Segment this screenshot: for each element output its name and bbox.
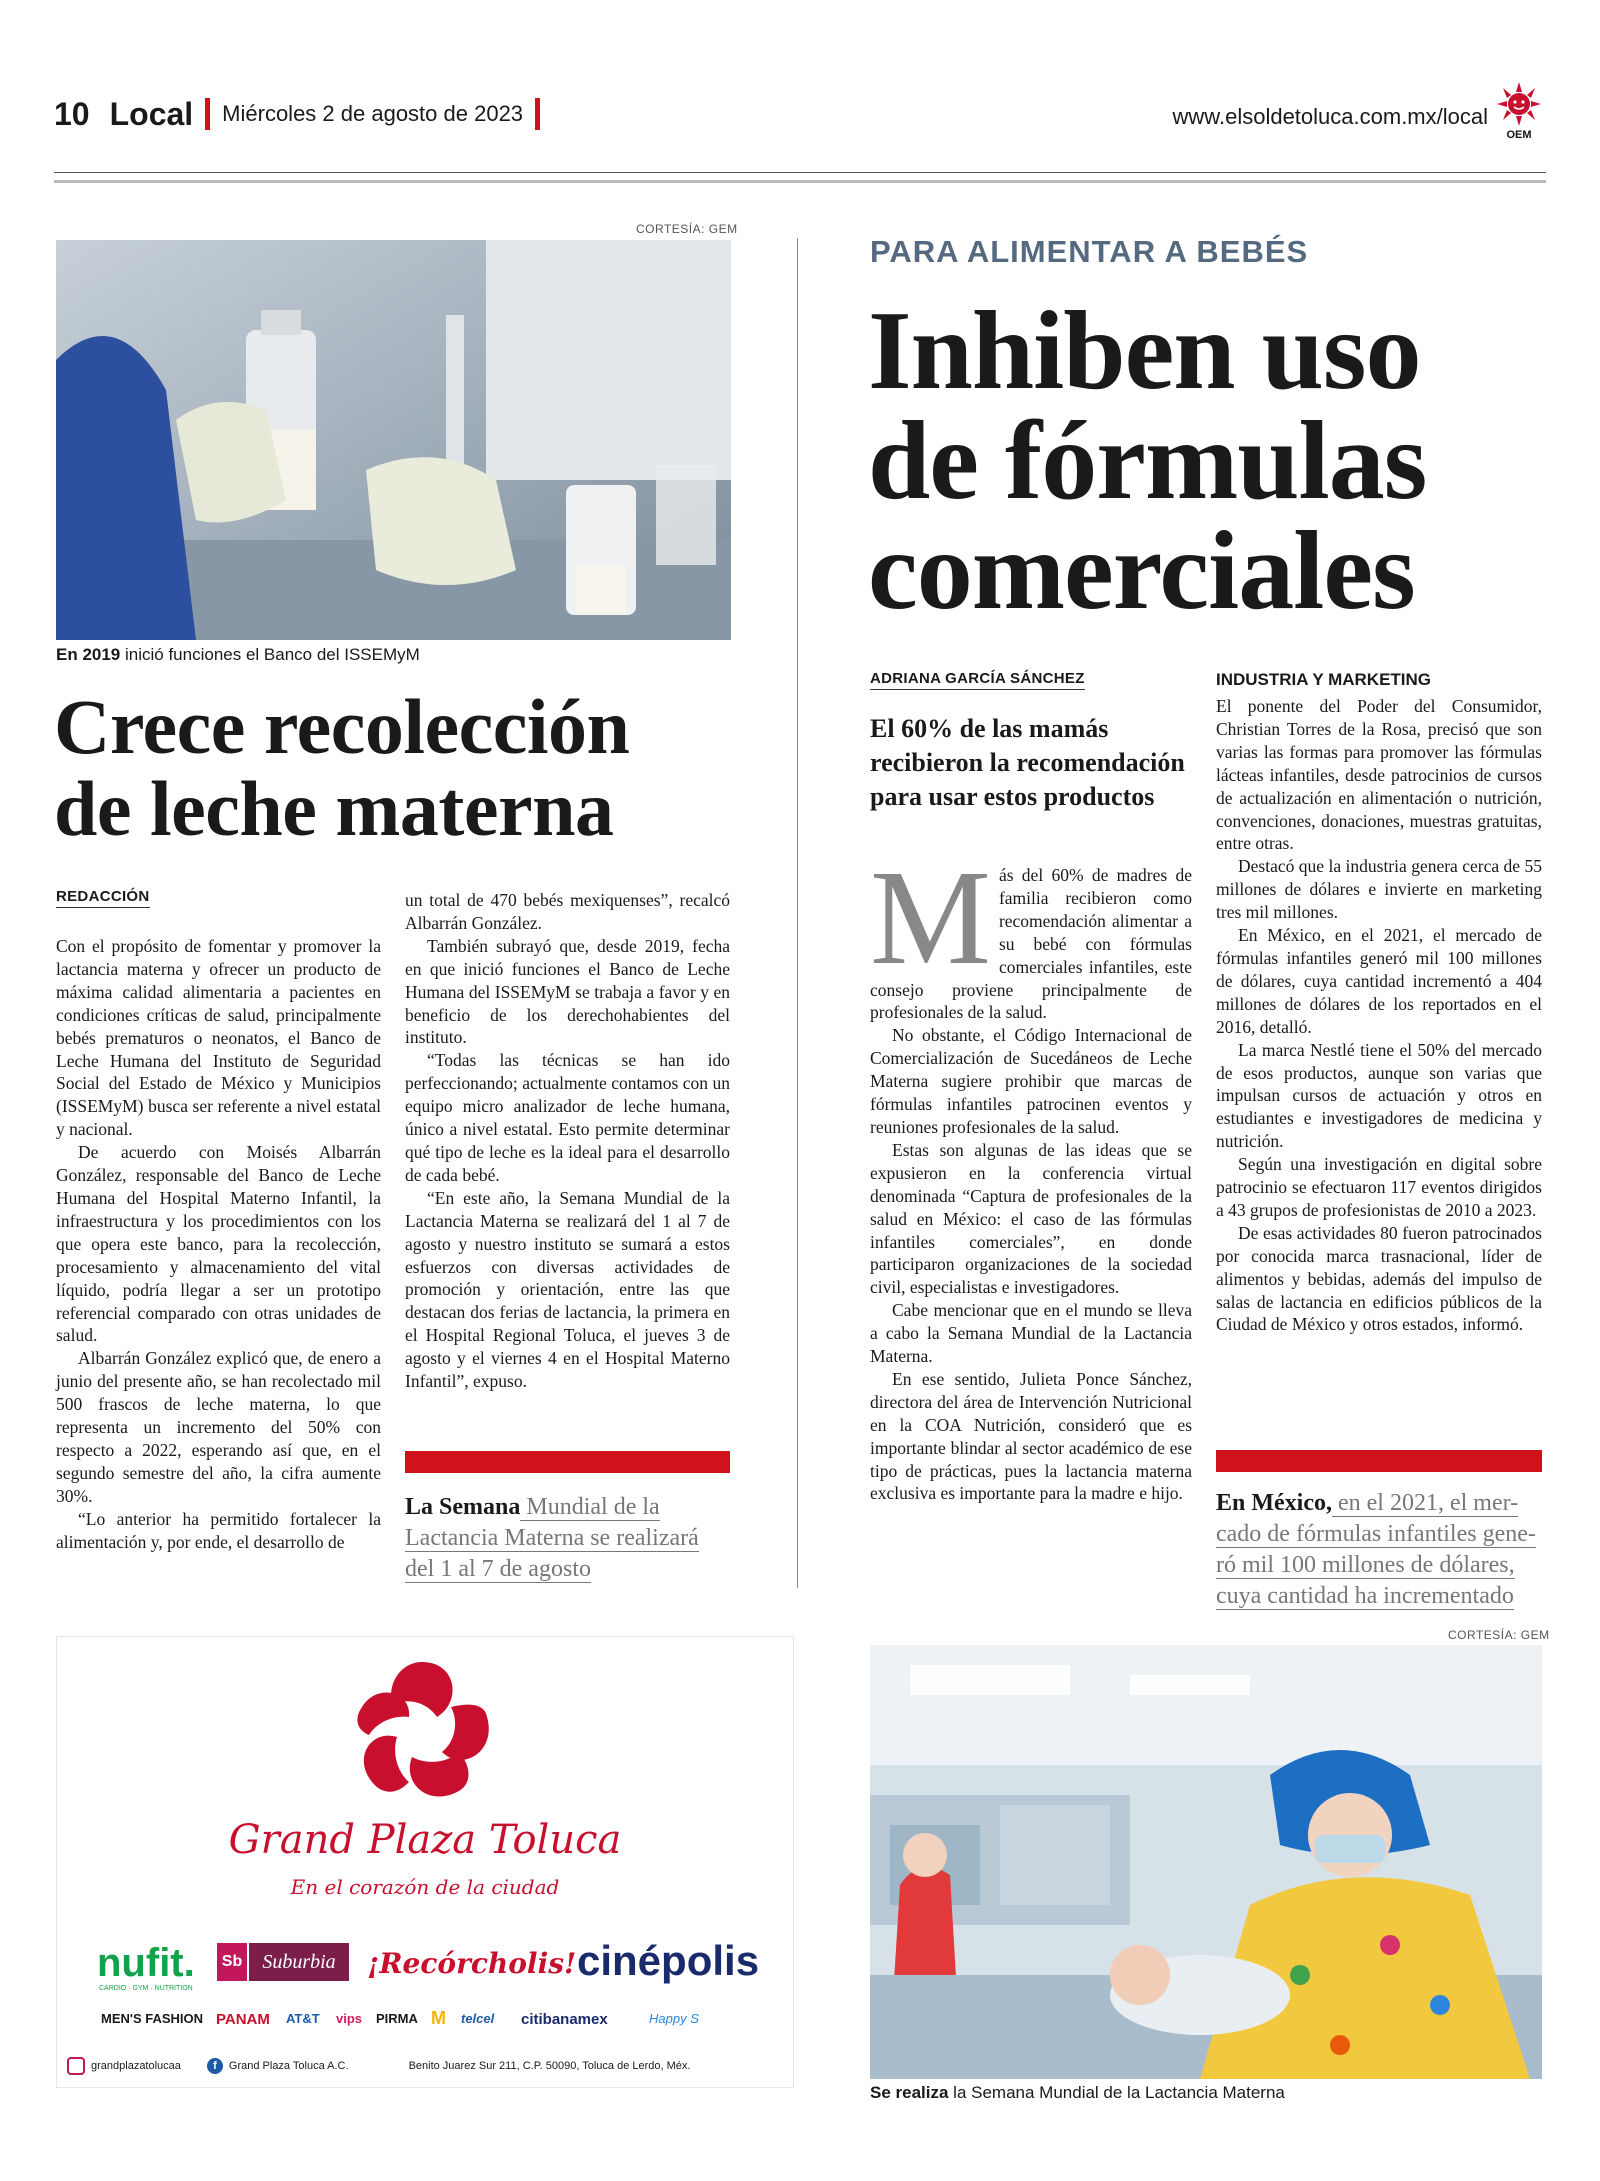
pirma-logo: PIRMA — [376, 2011, 418, 2026]
paragraph: De esas actividades 80 fueron patrocinados por conocida marca trasnacional, líder de alimentos y bebidas, además del impulso de salas de lactancia en edificios públicos de la Ciudad de México y otros estados, informó. — [1216, 1222, 1542, 1335]
panam-logo: PANAM — [216, 2011, 270, 2028]
paragraph: También subrayó que, desde 2019, fecha en que inició funciones el Banco de Leche Humana del ISSEMyM se trabaja a favor y en beneficio de los derechohabientes del instituto. — [405, 935, 730, 1048]
paragraph: Destacó que la industria genera cerca de 55 millones de dólares e invierte en marketing tres mil millones. — [1216, 856, 1542, 923]
page-header — [54, 92, 552, 136]
paragraph: Con el propósito de fomentar y promover la lactancia materna y ofrecer un producto de máxima calidad alimentaria a pacientes en condiciones críticas de salud, principalmente bebés prematuros o neonatos, el Banco de Leche Humana del Instituto de Seguridad Social del Estado de México y Municipios (ISSEMyM) busca ser referente a nivel estatal y nacional. — [56, 936, 381, 1140]
section-name: Local — [109, 95, 194, 132]
ad-footer — [67, 2057, 690, 2075]
issue-date: Miércoles 2 de agosto de 2023 — [222, 101, 524, 126]
pullquote-text: cuya cantidad ha incrementado — [1216, 1583, 1514, 1609]
grand-plaza-flower-logo — [347, 1657, 497, 1802]
instagram-icon — [67, 2057, 85, 2075]
suburbia-icon: Sb — [217, 1943, 247, 1981]
caption-lead: En 2019 — [56, 645, 121, 664]
paragraph: un total de 470 bebés mexiquenses”, recalcó Albarrán González. — [405, 890, 730, 933]
paragraph: ás del 60% de madres de familia recibieron como recomendación alimentar a su bebé con fórmulas comerciales infantiles, este consejo proviene principalmente de profesionales de la salud. — [870, 865, 1192, 1023]
ad-address: Benito Juarez Sur 211, C.P. 50090, Toluca de Lerdo, Méx. — [408, 2060, 691, 2072]
paragraph: “Lo anterior ha permitido fortalecer la alimentación y, por ende, el desarrollo de — [56, 1508, 381, 1552]
paragraph: En México, en el 2021, el mercado de fórmulas infantiles generó mil 100 millones de dólares, cuya cantidad incrementó a 404 millones de dólares de los reportados en el 2016, detalló. — [1216, 925, 1542, 1037]
photo-credit: CORTESÍA: GEM — [1448, 1628, 1550, 1642]
happy-logo: Happy S — [649, 2011, 699, 2026]
pullquote-lead: En México, — [1216, 1490, 1332, 1516]
nursery-photo — [870, 1645, 1542, 2079]
subhead: INDUSTRIA Y MARKETING — [1216, 670, 1432, 689]
photo-caption — [56, 645, 420, 665]
suburbia-logo: Suburbia — [249, 1943, 349, 1981]
ad-logos-row-2 — [101, 2008, 761, 2037]
headline-line-2: de fórmulas — [868, 399, 1427, 523]
section-url[interactable]: www.elsoldetoluca.com.mx/local — [1172, 104, 1488, 129]
header-divider — [205, 98, 210, 130]
paragraph: Según una investigación en digital sobre patrocinio se efectuaron 117 eventos dirigidos a 43 grupos de profesionistas de 2010 a 2023. — [1216, 1154, 1542, 1220]
pullquote-text: Mundial de la — [520, 1494, 660, 1520]
headline-line-3: comerciales — [868, 509, 1415, 633]
header-rule-thick — [54, 180, 1546, 183]
lab-photo — [56, 240, 731, 640]
paragraph: La marca Nestlé tiene el 50% del mercado de esos productos, aunque son varias que impulsan cursos de actuación y otros en estudiantes e investigadores de medicina y nutrición. — [1216, 1039, 1542, 1152]
vips-logo: vips — [336, 2011, 363, 2026]
page-number: 10 — [54, 95, 90, 132]
headline-line-1: Crece recolección — [54, 683, 630, 770]
mensfashion-logo: MEN'S FASHION — [101, 2011, 204, 2026]
paragraph: “Todas las técnicas se han ido perfeccionando; actualmente contamos con un equipo micro analizador de leche humana, único a nivel estatal. Esto permite determinar qué tipo de leche es la ideal para el desarrollo de cada bebé. — [405, 1050, 730, 1185]
headline-left — [54, 683, 754, 852]
paragraph: No obstante, el Código Internacional de Comercialización de Sucedáneos de Leche Materna sugiere prohibir que marcas de fórmulas infantiles patrocinen eventos y reuniones profesionales de la salud. — [870, 1025, 1192, 1137]
headline-line-1: Inhiben uso — [868, 289, 1421, 413]
telcel-logo: telcel — [461, 2011, 495, 2026]
nufit-logo: nufit. — [97, 1941, 195, 1985]
deck: El 60% de las mamás recibieron la recomendación para usar estos productos — [870, 714, 1185, 811]
paragraph: Estas son algunas de las ideas que se expusieron en la conferencia virtual denominada “Captura de profesionales de la salud en México: el caso de las fórmulas infantiles comerciales”, en donde participaron organizaciones de la sociedad civil, especialistas e investigadores. — [870, 1139, 1192, 1298]
pullquote-bar — [405, 1451, 730, 1473]
byline-right — [870, 670, 1085, 687]
header-rule — [54, 172, 1546, 173]
att-logo: AT&T — [286, 2011, 320, 2026]
paragraph: De acuerdo con Moisés Albarrán González, responsable del Banco de Leche Humana del Hospital Materno Infantil, la infraestructura y los procedimientos con los que opera este banco, para la recolección, procesamiento y almacenamiento del vital líquido, podría llegar a ser un prototipo referencial comparado con otras unidades de salud. — [56, 1142, 381, 1346]
column-separator — [797, 238, 798, 1588]
caption-text: la Semana Mundial de la Lactancia Materna — [948, 2083, 1285, 2102]
facebook-handle[interactable]: Grand Plaza Toluca A.C. — [228, 2060, 349, 2072]
cinepolis-logo: cinépolis — [577, 1937, 760, 1984]
paragraph: “En este año, la Semana Mundial de la Lactancia Materna se realizará del 1 al 7 de agosto y nuestro instituto se sumará a estos esfuerzos con diversas actividades de promoción y orientación, entre las que destacan dos ferias de lactancia, la primera en el Hospital Regional Toluca, el jueves 3 de agosto y el viernes 4 en el Hospital Materno Infantil”, expuso. — [405, 1187, 730, 1392]
paragraph: El ponente del Poder del Consumidor, Christian Torres de la Rosa, precisó que son varias las formas para promover las fórmulas lácteas infantiles, desde patrocinios de cursos de actualización en alimentación o nutrición, convenciones, donaciones, muestras gratuitas, entre otras. — [1216, 696, 1542, 854]
kicker: PARA ALIMENTAR A BEBÉS — [870, 234, 1309, 269]
article-column-3 — [870, 843, 1192, 1505]
paragraph: En ese sentido, Julieta Ponce Sánchez, directora del área de Intervención Nutricional en la COA Nutrición, consideró que es importante blindar al sector académico de ese tipo de prácticas, pues la lactancia materna exclusiva es importante para la madre e hijo. — [870, 1368, 1192, 1504]
pullquote-text: Lactancia Materna se realizará — [405, 1525, 699, 1551]
pullquote-bar — [1216, 1450, 1542, 1472]
logo-text: OEM — [1506, 129, 1532, 140]
pullquote-text: cado de fórmulas infantiles gene- — [1216, 1521, 1536, 1547]
ad-brand: Grand Plaza Toluca — [228, 1817, 622, 1863]
photo-credit: CORTESÍA: GEM — [636, 222, 738, 236]
headline-right — [868, 289, 1558, 633]
ad-tagline: En el corazón de la ciudad — [290, 1875, 560, 1899]
instagram-handle[interactable]: grandplazatolucaa — [91, 2060, 181, 2072]
nufit-subtitle: CARDIO · GYM · NUTRITION — [99, 1985, 193, 1992]
article-column-2 — [405, 889, 730, 1393]
mcdonalds-logo: M — [431, 2008, 446, 2028]
pullquote-left — [405, 1492, 745, 1585]
byline-text: REDACCIÓN — [56, 888, 150, 908]
recorcholis-logo: ¡Recórcholis! — [367, 1947, 577, 1980]
pullquote-right — [1216, 1488, 1556, 1612]
caption-text: inició funciones el Banco del ISSEMyM — [120, 645, 420, 664]
pullquote-text: en el 2021, el mer- — [1331, 1490, 1519, 1516]
citibanamex-logo: citibanamex — [521, 2011, 608, 2028]
header-divider-end — [535, 98, 540, 130]
advertisement-grand-plaza[interactable] — [56, 1636, 794, 2088]
caption-lead: Se realiza — [870, 2083, 949, 2102]
pullquote-lead: La Semana — [405, 1494, 521, 1520]
byline-text: ADRIANA GARCÍA SÁNCHEZ — [870, 670, 1085, 690]
paragraph: Cabe mencionar que en el mundo se lleva a cabo la Semana Mundial de la Lactancia Materna. — [870, 1300, 1192, 1367]
pullquote-text: ró mil 100 millones de dólares, — [1216, 1552, 1515, 1578]
facebook-icon: f — [207, 2058, 223, 2074]
photo-caption — [870, 2083, 1285, 2103]
headline-line-2: de leche materna — [54, 765, 614, 852]
ad-logos-row-1 — [97, 1937, 760, 1997]
drop-cap: M — [870, 843, 991, 993]
article-column-4 — [1216, 695, 1542, 1336]
pullquote-text: del 1 al 7 de agosto — [405, 1556, 591, 1582]
oem-sun-logo — [1494, 80, 1544, 140]
paragraph: Albarrán González explicó que, de enero a junio del presente año, se han recolectado mil 500 frascos de leche materna, lo que representa un incremento del 50% con respecto a 2022, esperando así que, en el segundo semestre del año, la cifra aumente 30%. — [56, 1348, 381, 1506]
article-column-1 — [56, 935, 381, 1553]
byline-left — [56, 888, 150, 905]
